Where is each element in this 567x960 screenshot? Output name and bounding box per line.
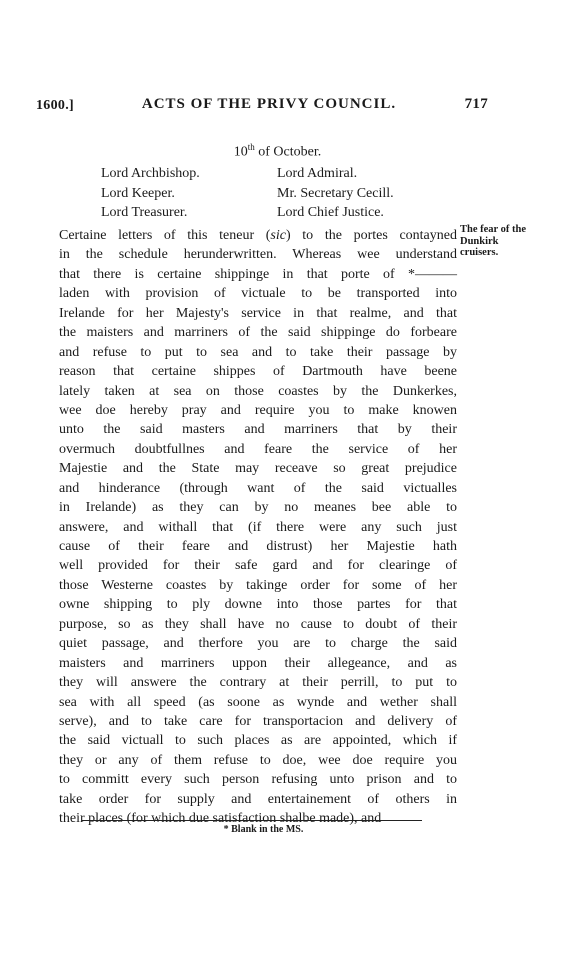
body-line: answere, and withall that (if there were any such just — [59, 519, 457, 535]
body-line: maisters and marriners uppon their allegeance, and as — [59, 655, 457, 671]
attendee: Mr. Secretary Cecill. — [277, 185, 394, 201]
body-line: Majestie and the State may receave so great prejudice — [59, 461, 457, 477]
attendance-row — [101, 203, 441, 223]
body-line: their places (for which due satisfaction shalbe made), and — [59, 811, 382, 827]
body-line: in Irelande) as they can by no meanes bee able to — [59, 500, 457, 516]
attendee: Lord Admiral. — [277, 166, 358, 181]
body-line: well provided for their safe gard and for clearinge of — [59, 558, 457, 574]
page-number: 717 — [464, 96, 488, 112]
date-suffix: th — [247, 142, 255, 152]
body-line: owne shipping to ply downe into those partes for that — [59, 597, 457, 613]
header-year: 1600.] — [36, 98, 74, 113]
sic-mark: sic — [270, 228, 286, 243]
date-day: 10 — [233, 144, 248, 160]
date-rest: of October. — [254, 144, 322, 160]
body-line-part: ) to the portes contayned — [285, 228, 457, 243]
body-line: Irelande for her Majesty's service in that realme, and that — [59, 305, 457, 321]
body-line: that there is certaine shippinge in that porte of *——— — [59, 266, 457, 282]
footnote: * Blank in the MS. — [223, 824, 304, 835]
body-line: reason that certaine shippes of Dartmouth have beene — [59, 364, 457, 380]
body-line: sea with all speed (as soone as wynde and wether shall — [59, 694, 457, 710]
body-line: and hinderance (through want of the said victualles — [59, 480, 457, 496]
body-line: those Westerne coastes by takinge order for some of her — [59, 577, 457, 593]
body-line: purpose, so as they shall have no cause to doubt of their — [59, 616, 457, 632]
attendance-list — [101, 164, 441, 223]
body-text — [59, 226, 457, 829]
attendee: Lord Keeper. — [101, 185, 175, 201]
attendee: Lord Chief Justice. — [277, 205, 384, 220]
attendance-row — [101, 164, 441, 184]
body-line: and refuse to put to sea and to take their passage by — [59, 344, 457, 360]
body-line: unto the said masters and marriners that by their — [59, 422, 457, 438]
body-line: they or any of them refuse to doe, wee doe require you — [59, 752, 457, 768]
body-line: serve), and to take care for transportacion and delivery of — [59, 713, 457, 729]
attendee: Lord Treasurer. — [101, 205, 188, 220]
running-head — [36, 96, 488, 116]
body-line: to committ every such person refusing unto prison and to — [59, 772, 457, 788]
footnote-rule — [82, 820, 422, 821]
body-line: lately taken at sea on those coastes by the Dunkerkes, — [59, 383, 457, 399]
margin-note: The fear of the Dunkirk cruisers. — [460, 224, 526, 258]
body-line: overmuch doubtfullnes and feare the service of her — [59, 441, 457, 457]
body-line: take order for supply and entertainement of others in — [59, 791, 457, 807]
body-line — [59, 226, 457, 245]
attendance-row — [101, 184, 441, 204]
body-line: the maisters and marriners of the said shippinge do forbeare — [59, 325, 457, 341]
body-line: they will answere the contrary at their perrill, to put to — [59, 675, 457, 691]
attendee: Lord Archbishop. — [101, 166, 200, 181]
body-line: in the schedule herunderwritten. Whereas wee understand — [59, 247, 457, 263]
body-line-part: Certaine letters of this teneur ( — [59, 228, 271, 243]
body-line: the said victuall to such places as are appointed, which if — [59, 733, 457, 749]
header-title: ACTS OF THE PRIVY COUNCIL. — [141, 96, 397, 112]
body-line: quiet passage, and therfore you are to charge the said — [59, 636, 457, 652]
body-line: cause of their feare and distrust) her Majestie hath — [59, 539, 457, 554]
body-line: wee doe hereby pray and require you to make knowen — [59, 402, 457, 418]
body-lines — [59, 245, 457, 828]
meeting-date — [0, 142, 567, 161]
body-line: laden with provision of victuale to be transported into — [59, 286, 457, 302]
